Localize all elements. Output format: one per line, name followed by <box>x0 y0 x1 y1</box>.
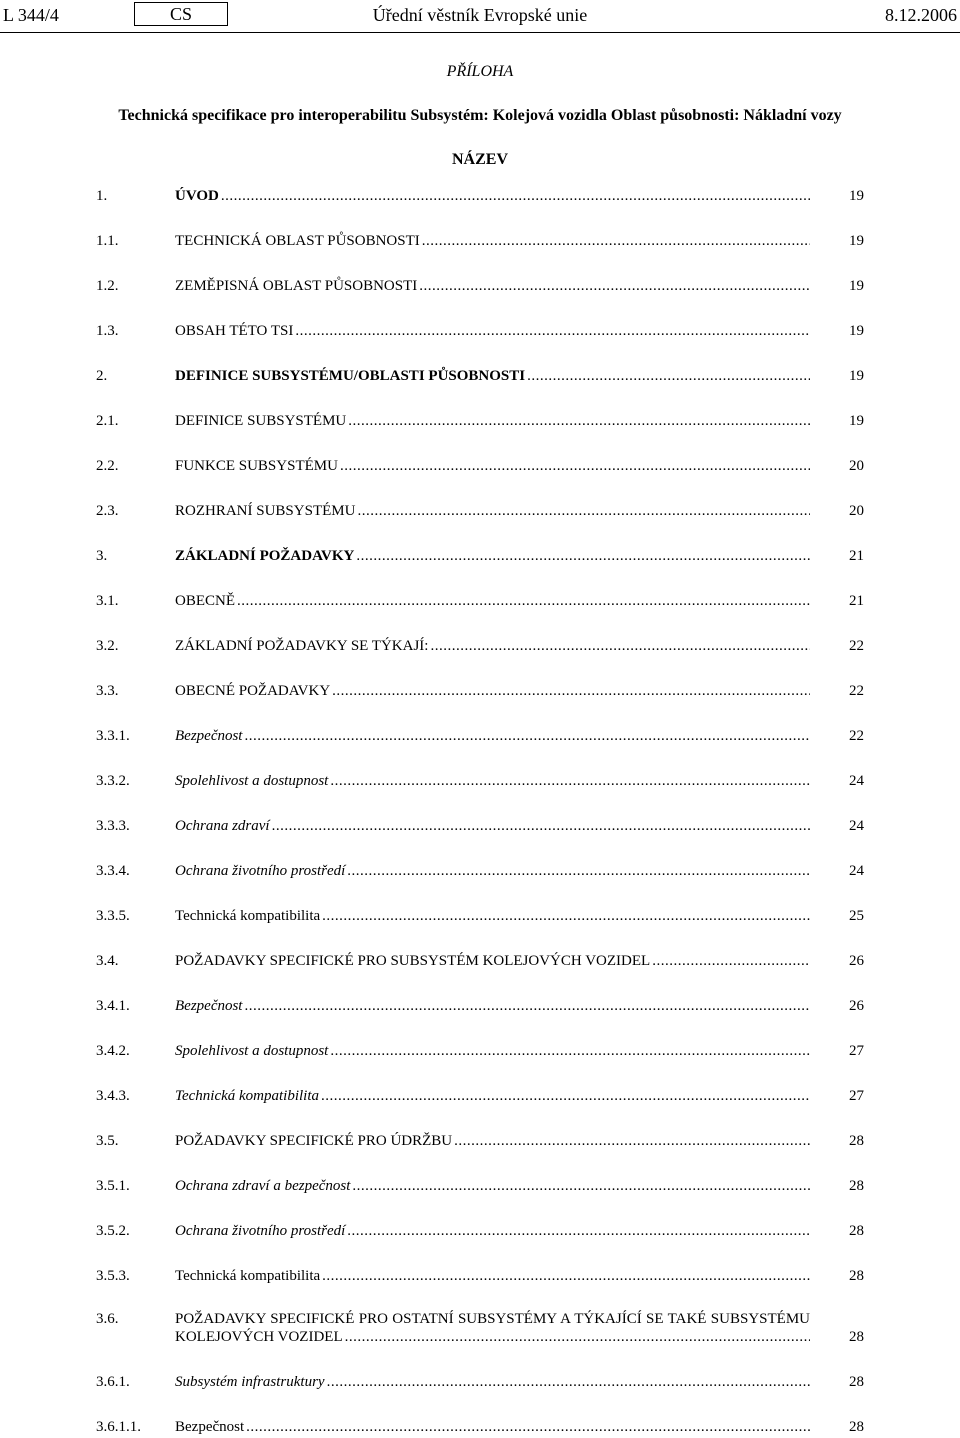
dot-leader <box>295 321 810 341</box>
toc-row[interactable] <box>0 1086 960 1106</box>
toc-page-number: 28 <box>849 1223 864 1239</box>
toc-number: 3.3.4. <box>96 863 130 879</box>
toc-row[interactable] <box>0 366 960 386</box>
toc-title: Technická kompatibilita <box>175 1088 320 1104</box>
toc-number: 3.3.3. <box>96 818 130 834</box>
toc-title: DEFINICE SUBSYSTÉMU/OBLASTI PŮSOBNOSTI <box>175 368 526 384</box>
toc-title: OBECNÉ POŽADAVKY <box>175 683 331 699</box>
toc-title: ZÁKLADNÍ POŽADAVKY <box>175 548 355 564</box>
toc-page-number: 28 <box>849 1419 864 1435</box>
toc-number: 3.5.3. <box>96 1268 130 1284</box>
toc-row[interactable] <box>0 996 960 1016</box>
toc-number: 3.4.1. <box>96 998 130 1014</box>
toc-page-number: 27 <box>849 1043 864 1059</box>
toc-title: OBSAH TÉTO TSI <box>175 323 294 339</box>
toc-number: 1.3. <box>96 323 119 339</box>
toc-row[interactable] <box>0 1372 960 1392</box>
toc-page-number: 28 <box>849 1374 864 1390</box>
toc-row[interactable] <box>0 636 960 656</box>
toc-row[interactable] <box>0 951 960 971</box>
toc-page-number: 25 <box>849 908 864 924</box>
toc-page-number: 26 <box>849 953 864 969</box>
dot-leader <box>322 1266 810 1286</box>
dot-leader <box>244 996 810 1016</box>
toc-number: 3.6.1.1. <box>96 1419 141 1435</box>
toc-title: Spolehlivost a dostupnost <box>175 1043 329 1059</box>
dot-leader <box>330 1041 810 1061</box>
dot-leader <box>345 1328 810 1346</box>
toc-number: 3.2. <box>96 638 119 654</box>
toc-page-number: 22 <box>849 728 864 744</box>
toc-page-number: 19 <box>849 413 864 429</box>
document-title: Technická specifikace pro interoperabilitu Subsystém: Kolejová vozidla Oblast působnosti: Nákladní vozy <box>118 107 842 124</box>
toc-number: 3.3.5. <box>96 908 130 924</box>
toc-page-number: 22 <box>849 638 864 654</box>
dot-leader <box>347 1221 810 1241</box>
language-code-box: CS <box>134 2 228 26</box>
toc-row[interactable] <box>0 861 960 881</box>
toc-page-number: 24 <box>849 773 864 789</box>
toc-title: Ochrana zdraví <box>175 818 270 834</box>
toc-title: Bezpečnost <box>175 728 243 744</box>
journal-name: Úřední věstník Evropské unie <box>372 5 588 25</box>
toc-number: 3.4.3. <box>96 1088 130 1104</box>
toc-title: Ochrana životního prostředí <box>175 1223 346 1239</box>
journal-reference: L 344/4 <box>3 5 59 25</box>
dot-leader <box>321 1086 810 1106</box>
dot-leader <box>422 231 810 251</box>
toc-number: 3.4. <box>96 953 119 969</box>
toc-number: 3.6. <box>96 1311 119 1327</box>
toc-row[interactable] <box>0 546 960 566</box>
toc-number: 3.3.1. <box>96 728 130 744</box>
toc-page-number: 20 <box>849 458 864 474</box>
toc-title: Ochrana zdraví a bezpečnost <box>175 1178 351 1194</box>
dot-leader <box>221 186 810 206</box>
toc-row[interactable] <box>0 771 960 791</box>
dot-leader <box>356 546 810 566</box>
toc-number: 3. <box>96 548 108 564</box>
toc-page-number: 28 <box>849 1178 864 1194</box>
toc-page-number: 24 <box>849 863 864 879</box>
toc-title: Technická kompatibilita <box>175 1268 321 1284</box>
dot-leader <box>322 906 810 926</box>
toc-title-line-2: KOLEJOVÝCH VOZIDEL <box>175 1329 343 1345</box>
dot-leader <box>272 816 810 836</box>
toc-page-number: 19 <box>849 233 864 249</box>
toc-number: 2.1. <box>96 413 119 429</box>
dot-leader <box>332 681 810 701</box>
toc-number: 3.6.1. <box>96 1374 130 1390</box>
toc-title-line-1: POŽADAVKY SPECIFICKÉ PRO OSTATNÍ SUBSYSTÉMY A TÝKAJÍCÍ SE TAKÉ SUBSYSTÉMU <box>175 1311 810 1327</box>
toc-title: ZÁKLADNÍ POŽADAVKY SE TÝKAJÍ: <box>175 638 429 654</box>
dot-leader <box>244 726 810 746</box>
dot-leader <box>419 276 810 296</box>
toc-title: Bezpečnost <box>175 998 243 1014</box>
dot-leader <box>246 1417 810 1437</box>
toc-title: DEFINICE SUBSYSTÉMU <box>175 413 347 429</box>
toc-page-number: 21 <box>849 593 864 609</box>
dot-leader <box>348 411 810 431</box>
toc-page-number: 22 <box>849 683 864 699</box>
toc-number: 3.5.2. <box>96 1223 130 1239</box>
toc-title: POŽADAVKY SPECIFICKÉ PRO SUBSYSTÉM KOLEJOVÝCH VOZIDEL <box>175 953 651 969</box>
toc-title: Bezpečnost <box>175 1419 245 1435</box>
toc-number: 2.3. <box>96 503 119 519</box>
toc-number: 2.2. <box>96 458 119 474</box>
toc-title: FUNKCE SUBSYSTÉMU <box>175 458 338 474</box>
toc-row[interactable] <box>0 726 960 746</box>
dot-leader <box>237 591 810 611</box>
toc-row[interactable] <box>0 1131 960 1151</box>
dot-leader <box>340 456 810 476</box>
toc-number: 3.1. <box>96 593 119 609</box>
toc-title: Ochrana životního prostředí <box>175 863 346 879</box>
toc-row[interactable] <box>0 1041 960 1061</box>
toc-page-number: 19 <box>849 188 864 204</box>
toc-title: Spolehlivost a dostupnost <box>175 773 329 789</box>
dot-leader <box>430 636 810 656</box>
dot-leader <box>454 1131 810 1151</box>
header-rule <box>0 32 960 33</box>
toc-title: TECHNICKÁ OBLAST PŮSOBNOSTI <box>175 233 420 249</box>
toc-page-number: 28 <box>849 1133 864 1149</box>
toc-page-number: 28 <box>849 1329 864 1345</box>
toc-row[interactable] <box>0 681 960 701</box>
toc-row[interactable] <box>0 1176 960 1196</box>
toc-row[interactable] <box>0 186 960 206</box>
toc-row[interactable] <box>0 321 960 341</box>
toc-row[interactable] <box>0 456 960 476</box>
toc-title: ROZHRANÍ SUBSYSTÉMU <box>175 503 356 519</box>
toc-number: 3.4.2. <box>96 1043 130 1059</box>
dot-leader <box>357 501 810 521</box>
toc-title: Technická kompatibilita <box>175 908 321 924</box>
toc-number: 3.5.1. <box>96 1178 130 1194</box>
publication-date: 8.12.2006 <box>885 5 957 25</box>
toc-number: 1.1. <box>96 233 119 249</box>
toc-title: OBECNĚ <box>175 593 235 609</box>
dot-leader <box>330 771 810 791</box>
toc-row[interactable] <box>0 501 960 521</box>
toc-title: ÚVOD <box>175 188 219 204</box>
toc-row[interactable] <box>0 816 960 836</box>
toc-row[interactable] <box>0 906 960 926</box>
dot-leader <box>652 951 810 971</box>
toc-page-number: 24 <box>849 818 864 834</box>
annex-label: PŘÍLOHA <box>446 63 514 80</box>
toc-title: Subsystém infrastruktury <box>175 1374 325 1390</box>
toc-title: ZEMĚPISNÁ OBLAST PŮSOBNOSTI <box>175 278 418 294</box>
toc-page-number: 27 <box>849 1088 864 1104</box>
toc-page-number: 19 <box>849 278 864 294</box>
toc-row[interactable] <box>0 1417 960 1437</box>
toc-row[interactable] <box>0 411 960 431</box>
toc-row[interactable] <box>0 1221 960 1241</box>
toc-row[interactable] <box>0 591 960 611</box>
toc-row[interactable] <box>0 231 960 251</box>
toc-title: POŽADAVKY SPECIFICKÉ PRO ÚDRŽBU <box>175 1133 453 1149</box>
toc-number: 3.5. <box>96 1133 119 1149</box>
dot-leader <box>347 861 810 881</box>
toc-page-number: 20 <box>849 503 864 519</box>
toc-page-number: 19 <box>849 323 864 339</box>
toc-number: 3.3.2. <box>96 773 130 789</box>
dot-leader <box>527 366 810 386</box>
toc-row[interactable] <box>0 276 960 296</box>
toc-page-number: 26 <box>849 998 864 1014</box>
toc-page-number: 28 <box>849 1268 864 1284</box>
toc-number: 2. <box>96 368 108 384</box>
page-header <box>0 0 960 32</box>
toc-number: 1.2. <box>96 278 119 294</box>
toc-number: 3.3. <box>96 683 119 699</box>
toc-page-number: 19 <box>849 368 864 384</box>
toc-number: 1. <box>96 188 108 204</box>
toc-row[interactable] <box>0 1266 960 1286</box>
dot-leader <box>352 1176 810 1196</box>
dot-leader <box>327 1372 810 1392</box>
toc-heading: NÁZEV <box>451 151 508 168</box>
toc-page-number: 21 <box>849 548 864 564</box>
